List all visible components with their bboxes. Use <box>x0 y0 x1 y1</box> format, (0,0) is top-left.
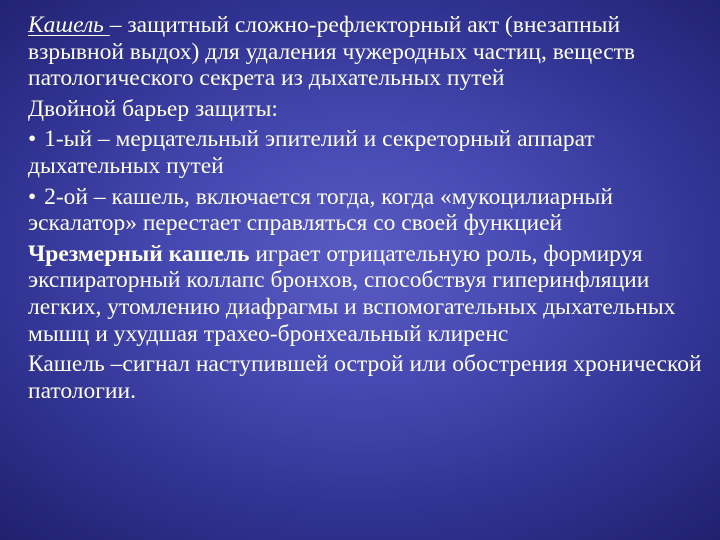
bullet-text: 1-ый – мерцательный эпителий и секреторный аппарат дыхательных путей <box>28 126 595 179</box>
excessive-cough-term: Чрезмерный кашель <box>28 240 250 267</box>
excessive-cough-paragraph <box>28 241 712 347</box>
bullet-marker: • <box>28 126 37 153</box>
bullet-text: 2-ой – кашель, включается тогда, когда «мукоцилиарный эскалатор» перестает справляться со своей функцией <box>28 183 613 237</box>
definition-dash: – <box>109 12 122 38</box>
bullet-marker: • <box>28 183 37 210</box>
slide-content <box>28 12 712 408</box>
bullet-item-2 <box>28 184 712 237</box>
excessive-cough-text: играет отрицательную роль, формируя экспираторный коллапс бронхов, способствуя гиперинфляции легких, утомлению диафрагмы и вспомогательных дыхательных мышц и ухудшая трахео-бронхеальный клиренс <box>28 240 676 347</box>
signal-paragraph: Кашель –сигнал наступившей острой или обострения хронической патологии. <box>28 351 702 404</box>
definition-text: защитный сложно-рефлекторный акт (внезапный взрывной выдох) для удаления чужеродных частиц, веществ патологического секрета из дыхательных путей <box>28 12 636 92</box>
definition-paragraph <box>28 12 712 92</box>
definition-term: Кашель <box>28 12 110 38</box>
barrier-title: Двойной барьер защиты: <box>28 95 278 122</box>
bullet-item-1 <box>28 126 712 179</box>
